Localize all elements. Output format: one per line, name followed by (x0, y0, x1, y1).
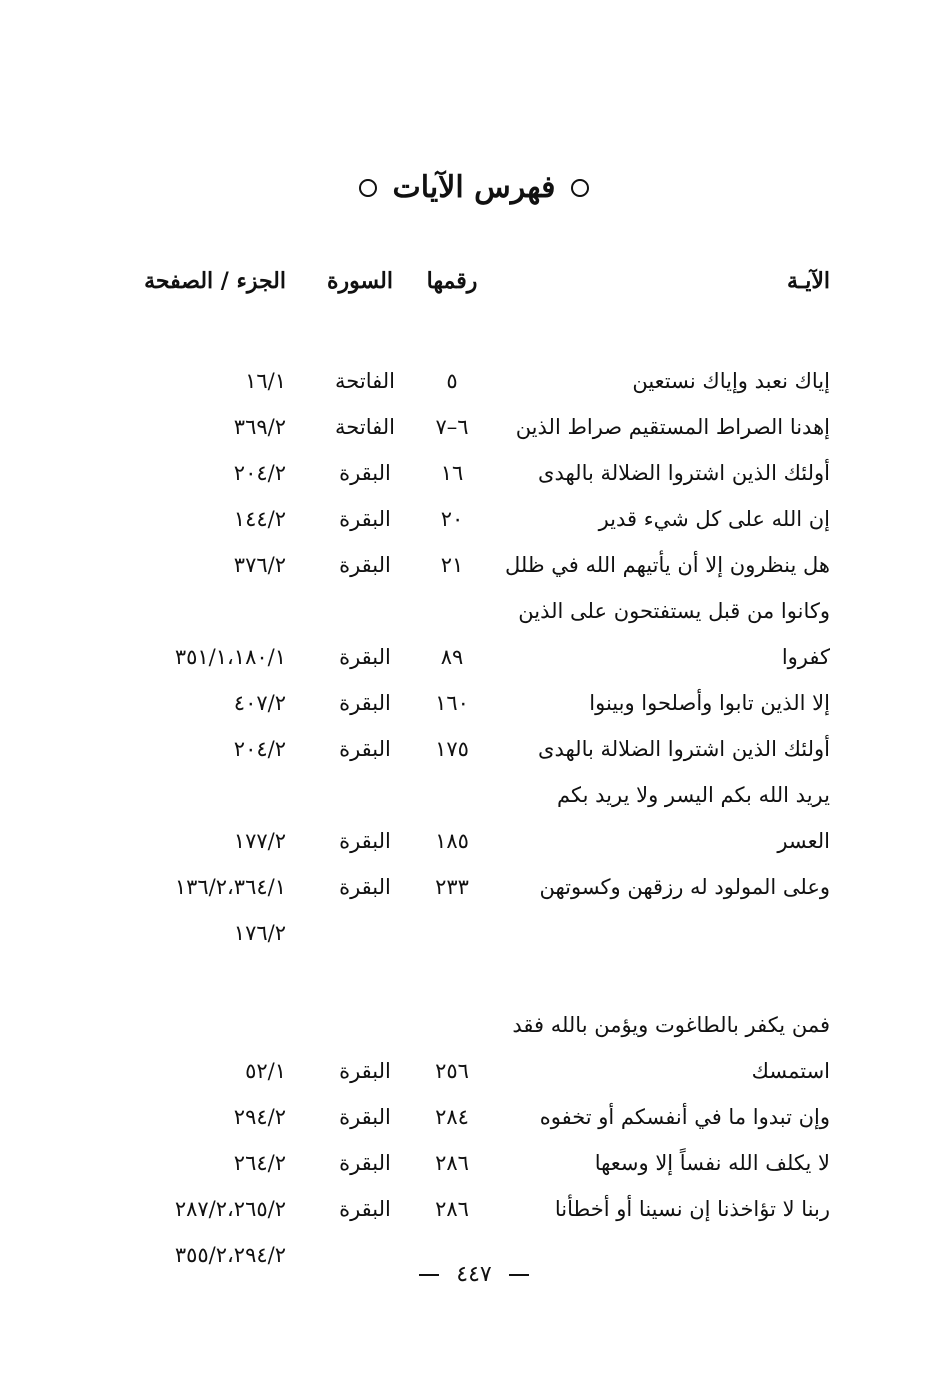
row-sura: البقرة (339, 507, 391, 531)
table-row (0, 726, 948, 772)
row-aya: وإن تبدوا ما في أنفسكم أو تخفوه (539, 1105, 830, 1129)
row-aya: أولئك الذين اشتروا الضلالة بالهدى (538, 461, 830, 485)
row-volume-page: ٢٩٤/٢ (233, 1105, 286, 1129)
row-number: ٢٣٣ (435, 875, 469, 899)
row-aya: استمسك (751, 1059, 830, 1083)
row-sura: البقرة (339, 645, 391, 669)
row-volume-page: ٢٨٧/٢،٢٦٥/٢ (174, 1197, 286, 1221)
dash-right (419, 1274, 439, 1276)
row-number: ١٨٥ (435, 829, 469, 853)
row-aya: إهدنا الصراط المستقيم صراط الذين (515, 415, 830, 439)
row-volume-page: ٣٥١/١،١٨٠/١ (174, 645, 286, 669)
row-number: ٨٩ (440, 645, 464, 669)
row-aya: أولئك الذين اشتروا الضلالة بالهدى (538, 737, 830, 761)
table-row (0, 818, 948, 864)
row-sura: البقرة (339, 829, 391, 853)
row-aya: فمن يكفر بالطاغوت ويؤمن بالله فقد (512, 1013, 830, 1037)
row-volume-page: ١٣٦/٢،٣٦٤/١ (174, 875, 286, 899)
table-row (0, 588, 948, 634)
row-volume-page: ٢٦٤/٢ (233, 1151, 286, 1175)
table-row (0, 542, 948, 588)
table-row (0, 910, 948, 956)
row-number: ٢٥٦ (435, 1059, 469, 1083)
row-volume-page: ١٦/١ (245, 369, 286, 393)
row-aya: إياك نعبد وإياك نستعين (632, 369, 830, 393)
row-aya: يريد الله بكم اليسر ولا يريد بكم (557, 783, 830, 807)
row-sura: البقرة (339, 1105, 391, 1129)
circle-ornament-icon (571, 179, 589, 197)
row-number: ١٦٠ (435, 691, 469, 715)
row-sura: البقرة (339, 875, 391, 899)
table-row (0, 450, 948, 496)
table-row (0, 1094, 948, 1140)
row-sura: البقرة (339, 1197, 391, 1221)
row-number: ٢٨٦ (435, 1197, 469, 1221)
row-sura: البقرة (339, 1059, 391, 1083)
row-number: ١٦ (440, 461, 464, 485)
row-number: ٢٨٦ (435, 1151, 469, 1175)
row-volume-page: ٢٠٤/٢ (233, 737, 286, 761)
table-row (0, 1048, 948, 1094)
row-aya: ربنا لا تؤاخذنا إن نسينا أو أخطأنا (554, 1197, 830, 1221)
table-row (0, 358, 948, 404)
header-volume-page: الجزء / الصفحة (144, 268, 286, 294)
row-aya: كفروا (781, 645, 830, 669)
row-aya: لا يكلف الله نفساً إلا وسعها (594, 1151, 830, 1175)
table-row (0, 864, 948, 910)
row-number: ١٧٥ (435, 737, 469, 761)
header-sura: السورة (327, 268, 393, 294)
row-sura: البقرة (339, 737, 391, 761)
row-volume-page: ١٤٤/٢ (233, 507, 286, 531)
row-number: ٢٠ (440, 507, 464, 531)
row-volume-page: ١٧٧/٢ (233, 829, 286, 853)
row-number: ٦–٧ (435, 415, 469, 439)
page-number: ٤٤٧ (456, 1262, 492, 1287)
table-row (0, 404, 948, 450)
index-table (0, 358, 948, 1278)
row-aya: وكانوا من قبل يستفتحون على الذين (518, 599, 830, 623)
page-title: فهرس الآيات (392, 170, 556, 205)
row-volume-page: ٥٢/١ (245, 1059, 286, 1083)
table-row (0, 1002, 948, 1048)
row-volume-page: ٤٠٧/٢ (233, 691, 286, 715)
page-footer (0, 1262, 948, 1298)
dash-left (509, 1274, 529, 1276)
row-volume-page: ٢٠٤/٢ (233, 461, 286, 485)
header-aya: الآيـة (786, 268, 830, 294)
row-aya: وعلى المولود له رزقهن وكسوتهن (539, 875, 830, 899)
table-row (0, 496, 948, 542)
table-row (0, 956, 948, 1002)
table-row (0, 634, 948, 680)
row-volume-page: ٣٦٩/٢ (233, 415, 286, 439)
row-number: ٥ (446, 369, 458, 393)
row-volume-page: ٣٧٦/٢ (233, 553, 286, 577)
row-aya: العسر (777, 829, 830, 853)
row-sura: الفاتحة (335, 415, 395, 439)
row-aya: إن الله على كل شيء قدير (598, 507, 830, 531)
row-sura: البقرة (339, 461, 391, 485)
row-number: ٢١ (440, 553, 464, 577)
table-row (0, 1186, 948, 1232)
table-row (0, 680, 948, 726)
row-sura: البقرة (339, 553, 391, 577)
table-row (0, 772, 948, 818)
table-header (0, 268, 948, 308)
row-sura: البقرة (339, 1151, 391, 1175)
circle-ornament-icon (359, 179, 377, 197)
title-row (0, 166, 948, 210)
row-sura: البقرة (339, 691, 391, 715)
row-aya: إلا الذين تابوا وأصلحوا وبينوا (589, 691, 830, 715)
row-number: ٢٨٤ (435, 1105, 469, 1129)
table-row (0, 1140, 948, 1186)
row-volume-page: ٣٥٥/٢،٢٩٤/٢ (174, 1243, 286, 1267)
row-aya: هل ينظرون إلا أن يأتيهم الله في ظلل (505, 553, 830, 577)
row-volume-page: ١٧٦/٢ (233, 921, 286, 945)
header-number: رقمها (426, 268, 478, 294)
row-sura: الفاتحة (335, 369, 395, 393)
